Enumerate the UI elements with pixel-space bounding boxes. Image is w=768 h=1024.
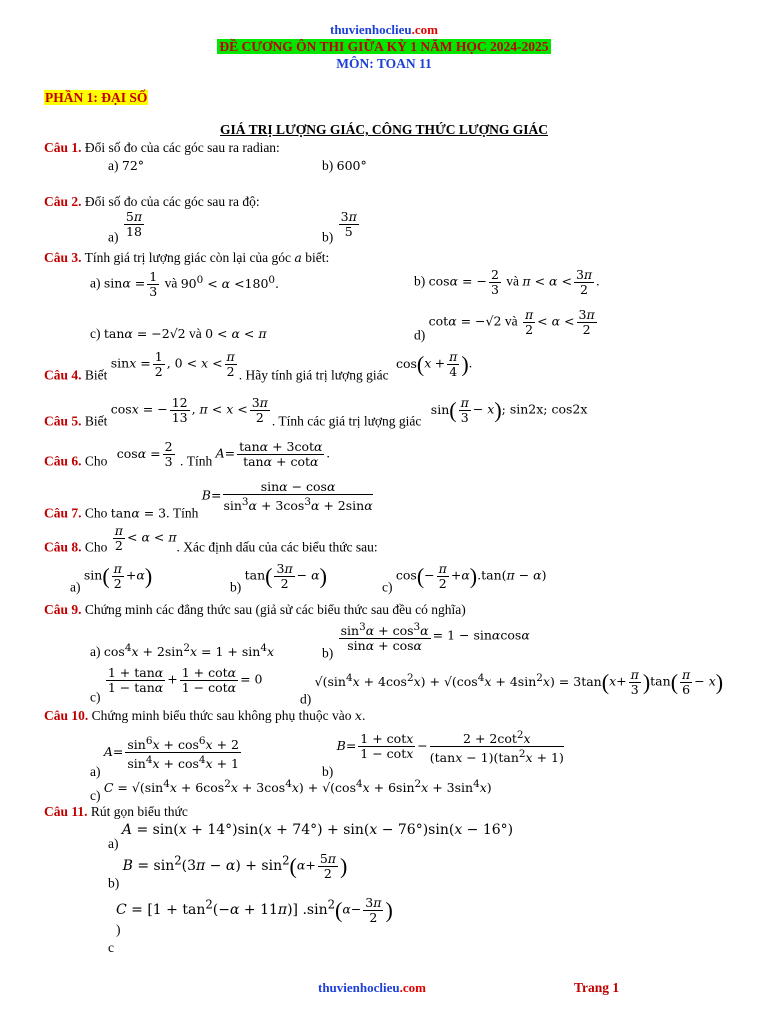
- q1-a: a) 72°: [108, 158, 145, 173]
- footer-site: thuvienhoclieu.com: [318, 980, 426, 995]
- question-3: Câu 3. Tính giá trị lượng giác còn lại của góc a biết:: [44, 250, 330, 265]
- subject-title: MÔN: TOAN 11: [336, 56, 432, 71]
- q11-c-letter: c: [108, 940, 114, 955]
- q11-c-paren: ): [116, 922, 121, 937]
- question-10: Câu 10. Chứng minh biểu thức sau không phụ thuộc vào x.: [44, 708, 366, 723]
- question-5: Câu 5. Biết cosx = − $\frac{12}{13}$ , π < x < $\frac{3\pi}{2}$ . Tính các giá trị lượng giác sin( $\frac{\pi}{3}$ − x); sin2x; cos2x: [44, 395, 588, 429]
- q9-d: d) $√(\sin^4x + 4\cos^2x) + √(\cos^4x + 4\sin^2x) = 3\tan(x+$ $\frac{\pi}{3}$ )tan( $\frac{\pi}{6}$ − x): [300, 667, 724, 707]
- q3-c: c) tanα = −2√2 và 0 < α < π: [90, 326, 267, 341]
- q3-d: d) cotα = −√2 và $\frac{\pi}{2}$ < α < $\frac{3\pi}{2}$: [414, 307, 595, 343]
- q8-a: a) sin( $\frac{\pi}{2}$ +α): [70, 561, 153, 595]
- q2-b: b) $\frac{3\pi}{5}$: [322, 209, 357, 245]
- question-6: Câu 6. Cho cosα = $\frac{2}{3}$ . Tính A= $\frac{\tan\alpha + 3\cot\alpha}{\tan\alpha + \cot\alpha}$ .: [44, 439, 330, 469]
- question-11: Câu 11. Rút gọn biểu thức: [44, 804, 188, 819]
- page-number: Trang 1: [574, 980, 620, 995]
- site-name: thuvienhoclieu.com: [330, 22, 438, 37]
- question-1: Câu 1. Đổi số đo của các góc sau ra radian:: [44, 140, 280, 155]
- q9-a: a) $\cos^4x + 2\sin^2x = 1 + \sin^4x$: [90, 642, 274, 660]
- q1-b: b) 600°: [322, 158, 367, 173]
- q11-b: b) $B = \sin^2(3\pi - \alpha) + \sin^2(\alpha+$ $\frac{5\pi}{2}$ ): [108, 851, 348, 891]
- q11-a: a) A = sin(x + 14°)sin(x + 74°) + sin(x − 76°)sin(x − 16°): [108, 822, 514, 851]
- q3-b: b) cosα = − $\frac{2}{3}$ và π < α < $\frac{3\pi}{2}$ .: [414, 267, 600, 297]
- question-2: Câu 2. Đổi số đo của các góc sau ra độ:: [44, 194, 260, 209]
- q11-c: $C = [1 + \tan^2(-\alpha + 11\pi)]$ $.\sin^2(\alpha-$ $\frac{3\pi}{2}$ ): [116, 895, 393, 925]
- document-title: ĐỀ CƯƠNG ÔN THI GIỮA KỲ 1 NĂM HỌC 2024-2025: [219, 39, 549, 54]
- question-8: Câu 8. Cho $\frac{\pi}{2}$ < α < π. Xác định dấu của các biểu thức sau:: [44, 523, 378, 555]
- part-heading: PHẦN 1: ĐẠI SỐ: [45, 90, 148, 105]
- question-4: Câu 4. Biết sinx = $\frac{1}{2}$ , 0 < x < $\frac{\pi}{2}$ . Hãy tính giá trị lượng giác cos(x + $\frac{\pi}{4}$ ).: [44, 349, 473, 383]
- q8-c: c) cos(− $\frac{\pi}{2}$ +α).tan(π − α): [382, 561, 547, 595]
- q2-a: a) $\frac{5\pi}{18}$: [108, 209, 143, 245]
- q10-b: b) B= $\frac{1 + \cot x}{1 - \cot x}$ − $\frac{2 + 2\cot^2x}{(\tan x - 1)(\tan^2x + 1)}$: [322, 729, 564, 779]
- q9-c: c) $\frac{1 + \tan\alpha}{1 - \tan\alpha}$ + $\frac{1 + \cot\alpha}{1 - \cot\alpha}$ = 0: [90, 665, 263, 705]
- q8-b: b) tan( $\frac{3\pi}{2}$ − α): [230, 561, 327, 595]
- document-title-row: [0, 39, 768, 55]
- q9-b: b) $\frac{\sin^3\alpha + \cos^3\alpha}{\sin\alpha + \cos\alpha}$ = 1 − sinαcosα: [322, 621, 530, 661]
- q10-c: c) $C = √(\sin^4x + 6\cos^2x + 3\cos^4x) + √(\cos^4x + 6\sin^2x + 3\sin^4x)$: [90, 778, 492, 804]
- question-9: Câu 9. Chứng minh các đẳng thức sau (giả sử các biểu thức sau đều có nghĩa): [44, 602, 466, 617]
- q10-a: a) A= $\frac{\sin^6x + \cos^6x + 2}{\sin^4x + \cos^4x + 1}$: [90, 735, 239, 779]
- question-7: Câu 7. Cho tanα = 3. Tính B= $\frac{\sin\alpha - \cos\alpha}{\sin^3\alpha + 3\cos^3\alpha + 2\sin\alpha}$: [44, 479, 373, 521]
- section-title: GIÁ TRỊ LƯỢNG GIÁC, CÔNG THỨC LƯỢNG GIÁC: [219, 122, 549, 137]
- q3-a: a) sinα = $\frac{1}{3}$ và $90^0 < \alpha <180^0$.: [90, 269, 280, 299]
